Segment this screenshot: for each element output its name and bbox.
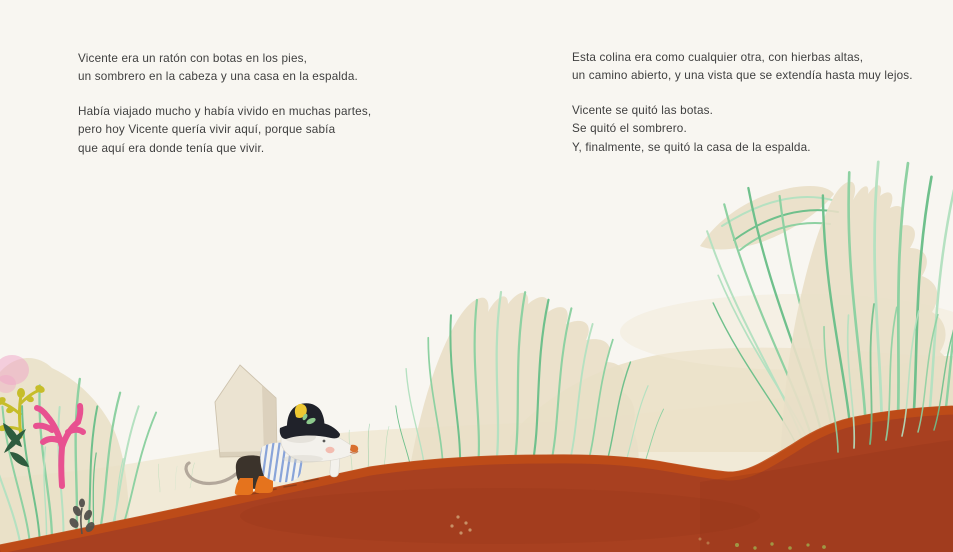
text-line: Y, finalmente, se quitó la casa de la espalda. (572, 140, 811, 154)
house-on-back (215, 365, 277, 457)
mouse-hat (280, 403, 340, 439)
mouse-cheek (326, 447, 335, 453)
story-text-right (572, 49, 913, 157)
text-line: un camino abierto, y una vista que se extendía hasta muy lejos. (572, 69, 913, 83)
text-line: pero hoy Vicente quería vivir aquí, porque sabía (78, 123, 336, 137)
text-line: Vicente era un ratón con botas en los pies, (78, 52, 308, 65)
center-grass-tuft (394, 292, 664, 478)
text-line: que aquí era donde tenía que vivir. (78, 141, 265, 155)
text-line: Había viajado mucho y había vivido en muchas partes, (78, 104, 372, 118)
text-line: Se quitó el sombrero. (572, 122, 687, 136)
story-text-left (78, 50, 371, 158)
mouse-eye (323, 440, 326, 443)
text-line: Esta colina era como cualquier otra, con hierbas altas, (572, 51, 864, 64)
paragraph-2 (78, 103, 371, 158)
paragraph-2 (572, 102, 913, 157)
text-line: Vicente se quitó las botas. (572, 103, 714, 117)
text-line: un sombrero en la cabeza y una casa en la espalda. (78, 70, 358, 84)
paragraph-1 (572, 49, 913, 86)
paragraph-1 (78, 50, 371, 87)
